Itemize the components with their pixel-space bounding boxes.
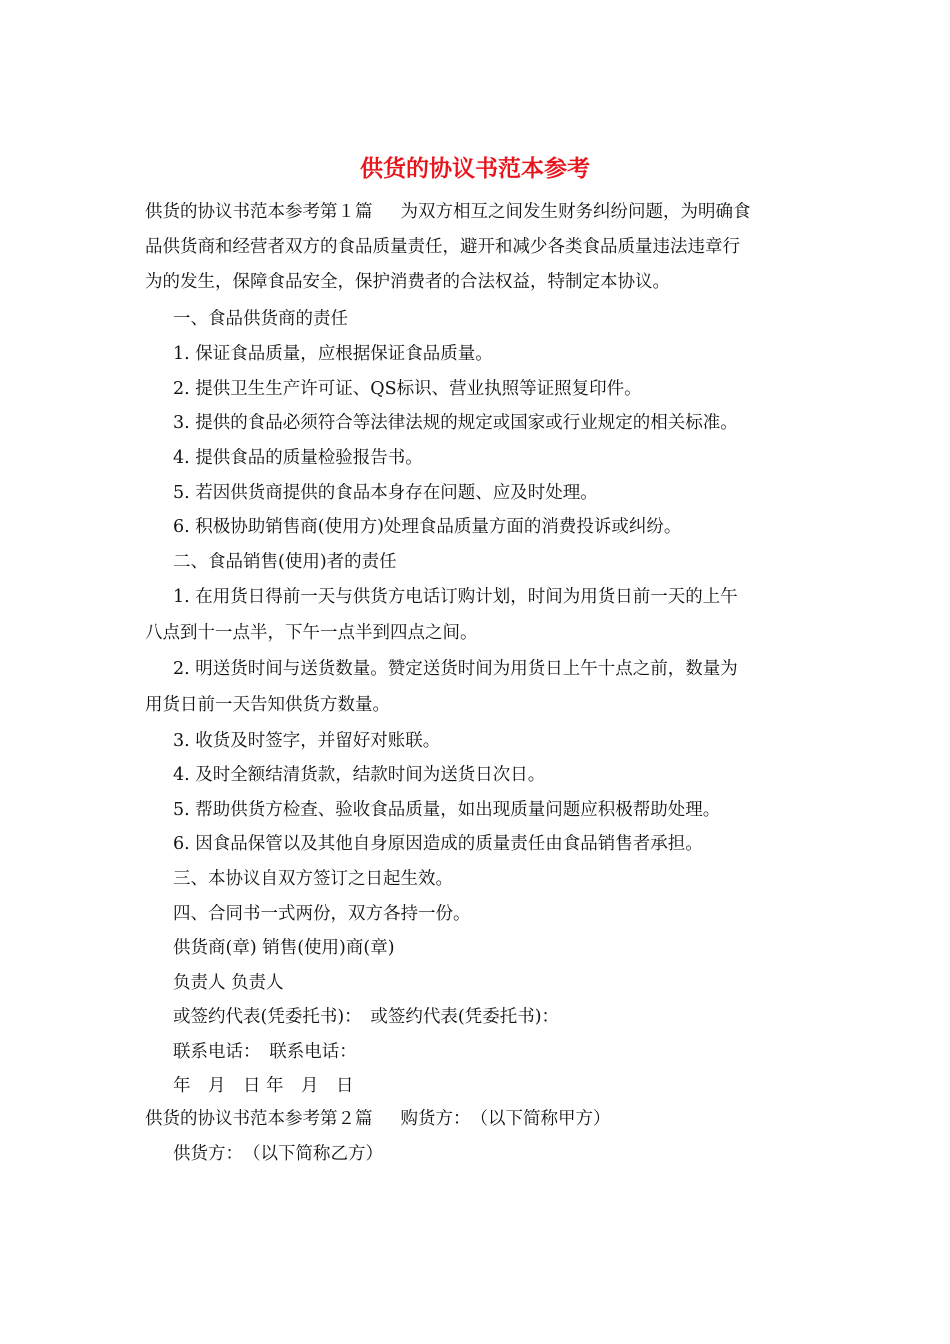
list-item: 2. 明送货时间与送货数量。赞定送货时间为用货日上午十点之前，数量为 (173, 659, 738, 679)
list-item: 3. 收货及时签字，并留好对账联。 (173, 731, 441, 751)
section-2-heading: 二、食品销售(使用)者的责任 (173, 552, 397, 572)
list-item: 6. 积极协助销售商(使用方)处理食品质量方面的消费投诉或纠纷。 (173, 517, 682, 537)
list-item: 1. 保证食品质量，应根据保证食品质量。 (173, 344, 493, 364)
paragraph-text: 为双方相互之间发生财务纠纷问题，为明确食 (400, 202, 751, 222)
section-1-heading: 一、食品供货商的责任 (173, 309, 348, 329)
section-lead: 供货的协议书范本参考第１篇 (145, 202, 373, 222)
list-item-continued: 用货日前一天告知供货方数量。 (145, 695, 390, 715)
list-item: 4. 提供食品的质量检验报告书。 (173, 448, 423, 468)
paragraph-1-line-2: 品供货商和经营者双方的食品质量责任，避开和减少各类食品质量违法违章行 (145, 237, 740, 257)
list-item-continued: 八点到十一点半，下午一点半到四点之间。 (145, 623, 478, 643)
document-title: 供货的协议书范本参考 (360, 155, 590, 182)
list-item: 3. 提供的食品必须符合等法律法规的规定或国家或行业规定的相关标准。 (173, 413, 738, 433)
section-3: 三、本协议自双方签订之日起生效。 (173, 869, 453, 889)
section-lead: 供货的协议书范本参考第２篇 (145, 1109, 373, 1129)
paragraph-2-line-2: 供货方： （以下简称乙方） (173, 1144, 383, 1164)
signature-line: 负责人 负责人 (173, 973, 284, 993)
signature-line: 年 月 日 年 月 日 (173, 1076, 354, 1096)
list-item: 2. 提供卫生生产许可证、QS标识、营业执照等证照复印件。 (173, 379, 642, 399)
list-item: 5. 帮助供货方检查、验收食品质量，如出现质量问题应积极帮助处理。 (173, 800, 721, 820)
paragraph-1-line-1 (145, 200, 751, 224)
list-item: 1. 在用货日得前一天与供货方电话订购计划，时间为用货日前一天的上午 (173, 587, 738, 607)
paragraph-2-line-1 (145, 1107, 611, 1131)
signature-line: 或签约代表(凭委托书)： 或签约代表(凭委托书)： (173, 1007, 560, 1027)
list-item: 5. 若因供货商提供的食品本身存在问题、应及时处理。 (173, 483, 598, 503)
section-4: 四、合同书一式两份，双方各持一份。 (173, 904, 471, 924)
signature-line: 联系电话： 联系电话： (173, 1042, 357, 1062)
paragraph-1-line-3: 为的发生，保障食品安全，保护消费者的合法权益，特制定本协议。 (145, 272, 670, 292)
list-item: 6. 因食品保管以及其他自身原因造成的质量责任由食品销售者承担。 (173, 834, 703, 854)
paragraph-text: 购货方： （以下简称甲方） (400, 1109, 611, 1129)
list-item: 4. 及时全额结清货款，结款时间为送货日次日。 (173, 765, 546, 785)
signature-line: 供货商(章) 销售(使用)商(章) (173, 938, 395, 958)
